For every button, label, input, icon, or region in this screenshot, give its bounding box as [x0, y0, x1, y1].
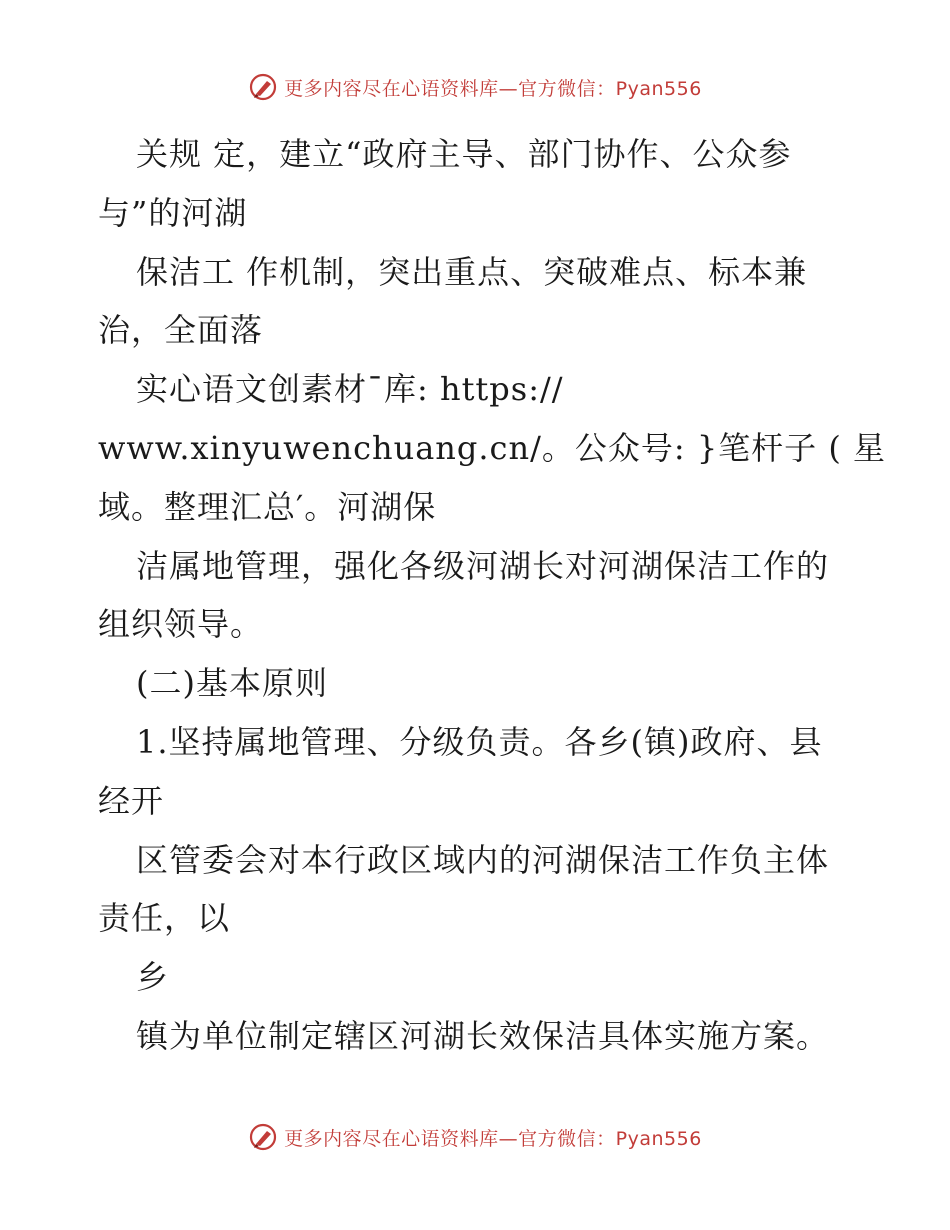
text-line: 1.坚持属地管理、分级负责。各乡(镇)政府、县 — [136, 722, 823, 761]
text-line: 保洁工 作机制，突出重点、突破难点、标本兼 — [136, 252, 808, 291]
text-line: 责任，以 — [98, 899, 231, 938]
text-line: 镇为单位制定辖区河湖长效保洁具体实施方案。 — [136, 1016, 830, 1055]
text-line: 经开 — [98, 781, 165, 820]
section-heading: (二)基本原则 — [136, 664, 328, 703]
text-line: 乡 — [136, 958, 170, 997]
document-body — [98, 125, 887, 1066]
text-line: 区管委会对本行政区域内的河湖保洁工作负主体 — [136, 840, 830, 879]
pen-nib-circle-icon — [248, 1122, 278, 1152]
text-line: 与”的河湖 — [98, 193, 248, 232]
text-line: 关规 定，建立“政府主导、部门协作、公众参 — [136, 135, 792, 173]
footer-banner — [0, 1122, 950, 1152]
text-line: 域。整理汇总′。河湖保 — [98, 487, 437, 526]
text-line: 治，全面落 — [98, 311, 264, 350]
footer-banner-text: 更多内容尽在心语资料库—官方微信：Pyan556 — [284, 1127, 702, 1150]
text-line: 组织领导。 — [98, 605, 264, 644]
header-banner-text: 更多内容尽在心语资料库—官方微信：Pyan556 — [284, 77, 702, 100]
header-banner — [0, 72, 950, 102]
text-line: 实心语文创素材¯库: https:// — [136, 370, 564, 409]
text-line: www.xinyuwenchuang.cn/。公众号: }笔杆子 ( 星 — [98, 428, 887, 467]
pen-nib-circle-icon — [248, 72, 278, 102]
text-line: 洁属地管理，强化各级河湖长对河湖保洁工作的 — [136, 546, 830, 585]
